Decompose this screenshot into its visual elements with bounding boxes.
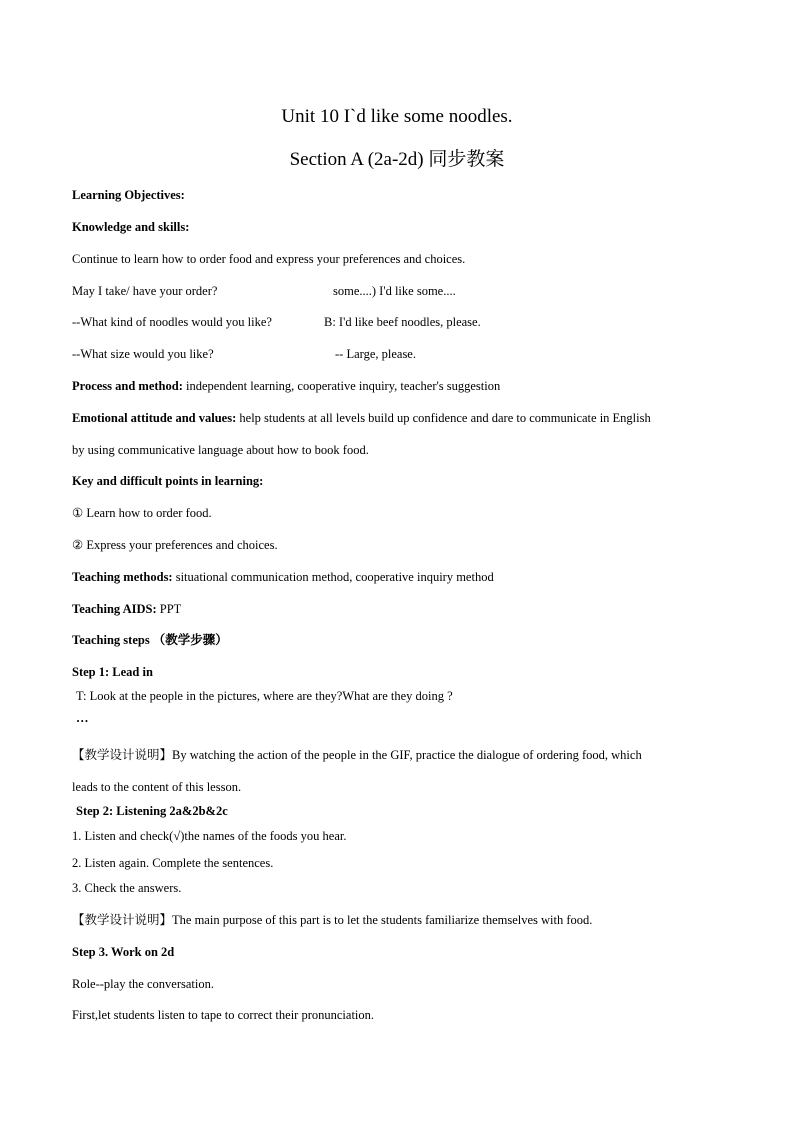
key-point-1: ① Learn how to order food. (72, 506, 212, 520)
teaching-steps-heading: Teaching steps （教学步骤） (72, 633, 228, 647)
emotional-label: Emotional attitude and values: (72, 411, 237, 425)
step2-heading: Step 2: Listening 2a&2b&2c (76, 804, 228, 818)
emotional-continuation: by using communicative language about how to book food. (72, 443, 369, 457)
design-note-1-label: 【教学设计说明】 (72, 748, 173, 762)
continue-line: Continue to learn how to order food and express your preferences and choices. (72, 252, 466, 266)
large-line: -- Large, please. (335, 347, 416, 361)
beef-noodles-line: B: I'd like beef noodles, please. (324, 315, 481, 329)
design-note-1-text: By watching the action of the people in the GIF, practice the dialogue of ordering food, which (172, 748, 642, 762)
step1-question: T: Look at the people in the pictures, where are they?What are they doing ? (76, 689, 453, 703)
teaching-aids-label: Teaching AIDS: (72, 602, 157, 616)
step3-heading: Step 3. Work on 2d (72, 945, 175, 959)
what-size-line: --What size would you like? (72, 347, 214, 361)
teaching-aids-text: PPT (156, 602, 182, 616)
emotional-text: help students at all levels build up confidence and dare to communicate in English (236, 411, 651, 425)
step2-item-3: 3. Check the answers. (72, 881, 182, 895)
teaching-methods-label: Teaching methods: (72, 570, 173, 584)
role-play-line: Role--play the conversation. (72, 977, 214, 991)
may-i-line: May I take/ have your order? (72, 284, 218, 298)
knowledge-skills-heading: Knowledge and skills: (72, 220, 190, 234)
design-note-1-continuation: leads to the content of this lesson. (72, 780, 242, 794)
what-kind-line: --What kind of noodles would you like? (72, 315, 272, 329)
first-listen-line: First,let students listen to tape to correct their pronunciation. (72, 1008, 375, 1022)
emotional-line (72, 412, 651, 425)
step2-item-2: 2. Listen again. Complete the sentences. (72, 856, 274, 870)
teaching-methods-text: situational communication method, cooperative inquiry method (172, 570, 494, 584)
step1-heading: Step 1: Lead in (72, 665, 153, 679)
some-line: some....) I'd like some.... (333, 284, 456, 298)
teaching-aids-line (72, 603, 181, 616)
document-subtitle: Section A (2a-2d) 同步教案 (289, 149, 505, 170)
process-method-line (72, 380, 500, 393)
key-points-heading: Key and difficult points in learning: (72, 474, 264, 488)
learning-objectives-heading: Learning Objectives: (72, 188, 185, 202)
step1-ellipsis: … (76, 711, 89, 725)
document-title: Unit 10 I`d like some noodles. (281, 106, 513, 127)
step2-item-1: 1. Listen and check(√)the names of the foods you hear. (72, 829, 347, 843)
design-note-2-text: The main purpose of this part is to let the students familiarize themselves with food. (172, 913, 593, 927)
teaching-methods-line (72, 571, 494, 584)
design-note-2-label: 【教学设计说明】 (72, 913, 173, 927)
key-point-2: ② Express your preferences and choices. (72, 538, 278, 552)
design-note-2 (72, 914, 592, 927)
process-method-label: Process and method: (72, 379, 183, 393)
design-note-1 (72, 749, 642, 762)
process-method-text: independent learning, cooperative inquiry, teacher's suggestion (182, 379, 501, 393)
